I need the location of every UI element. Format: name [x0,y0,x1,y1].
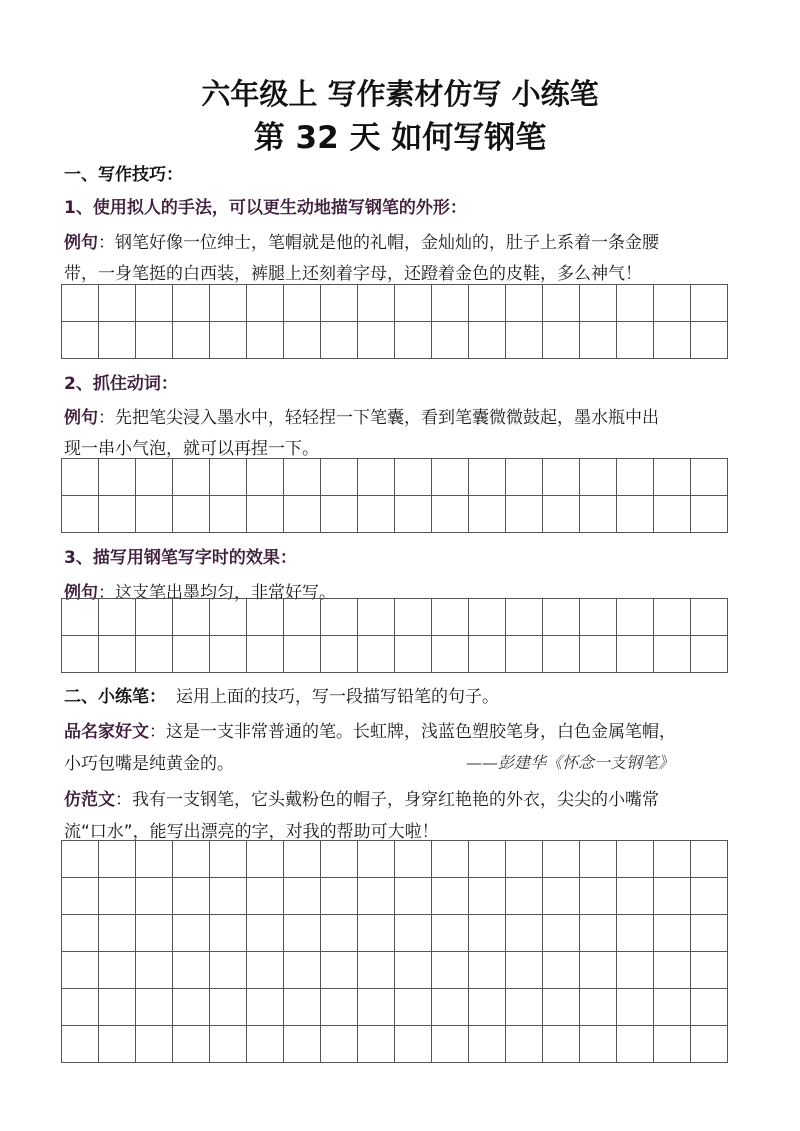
grid-cell[interactable] [432,878,469,915]
model-line2: 流“口水”，能写出漂亮的字，对我的帮助可大啦！ [64,822,439,842]
grid-cell[interactable] [395,952,432,989]
grid-cell[interactable] [654,496,691,533]
grid-cell[interactable] [543,496,580,533]
grid-cell[interactable] [506,459,543,496]
grid-cell[interactable] [691,285,728,322]
grid-cell[interactable] [136,952,173,989]
grid-cell[interactable] [321,878,358,915]
grid-cell[interactable] [136,1026,173,1063]
grid-cell[interactable] [321,636,358,673]
grid-cell[interactable] [506,878,543,915]
grid-cell[interactable] [210,285,247,322]
grid-cell[interactable] [247,285,284,322]
grid-cell[interactable] [469,878,506,915]
tip2-heading: 2、抓住动词： [64,374,178,394]
grid-cell[interactable] [62,459,99,496]
grid-cell[interactable] [99,878,136,915]
famous-label: 品名家好文 [64,722,149,742]
grid-cell[interactable] [543,1026,580,1063]
grid-cell[interactable] [99,915,136,952]
grid-cell[interactable] [469,322,506,359]
grid-cell[interactable] [506,496,543,533]
grid-cell[interactable] [284,915,321,952]
tip2-example-label: 例句 [64,408,98,428]
grid-cell[interactable] [284,322,321,359]
grid-cell[interactable] [580,878,617,915]
grid-cell[interactable] [321,1026,358,1063]
grid-cell[interactable] [432,496,469,533]
grid-cell[interactable] [543,952,580,989]
grid-cell[interactable] [247,322,284,359]
grid-cell[interactable] [691,841,728,878]
grid-cell[interactable] [173,496,210,533]
grid-cell[interactable] [617,285,654,322]
grid-cell[interactable] [284,952,321,989]
grid-cell[interactable] [321,952,358,989]
grid-cell[interactable] [654,636,691,673]
grid-cell[interactable] [469,841,506,878]
grid-cell[interactable] [284,841,321,878]
grid-cell[interactable] [62,989,99,1026]
grid-cell[interactable] [691,636,728,673]
grid-cell[interactable] [506,841,543,878]
grid-cell[interactable] [358,952,395,989]
grid-cell[interactable] [617,496,654,533]
grid-cell[interactable] [358,459,395,496]
grid-cell[interactable] [580,989,617,1026]
tip3-heading: 3、描写用钢笔写字时的效果： [64,548,297,568]
famous-source: ——彭建华《怀念一支钢笔》 [466,753,675,772]
grid-cell[interactable] [136,459,173,496]
grid-cell[interactable] [247,636,284,673]
grid-cell[interactable] [173,915,210,952]
grid-cell[interactable] [62,636,99,673]
grid-cell[interactable] [210,636,247,673]
grid-cell[interactable] [506,636,543,673]
writing-grid-2[interactable] [61,458,728,533]
grid-cell[interactable] [691,915,728,952]
section2-heading: 二、小练笔： [64,687,166,707]
grid-cell[interactable] [580,322,617,359]
tip2-example-line1 [64,403,659,428]
grid-cell[interactable] [99,989,136,1026]
grid-cell[interactable] [210,599,247,636]
model-text1: ：我有一支钢笔，它头戴粉色的帽子，身穿红艳艳的外衣，尖尖的小嘴常 [115,790,659,810]
grid-cell[interactable] [691,459,728,496]
grid-cell[interactable] [210,459,247,496]
grid-cell[interactable] [543,459,580,496]
grid-cell[interactable] [99,599,136,636]
grid-cell[interactable] [321,322,358,359]
grid-cell[interactable] [432,322,469,359]
grid-cell[interactable] [395,1026,432,1063]
grid-cell[interactable] [543,322,580,359]
grid-cell[interactable] [617,952,654,989]
grid-cell[interactable] [62,322,99,359]
grid-cell[interactable] [99,952,136,989]
grid-cell[interactable] [543,285,580,322]
grid-cell[interactable] [432,599,469,636]
tip1-example-label: 例句 [64,233,98,253]
grid-cell[interactable] [210,989,247,1026]
model-line1 [64,785,659,810]
tip2-example-text1: ：先把笔尖浸入墨水中，轻轻捏一下笔囊，看到笔囊微微鼓起，墨水瓶中出 [98,408,659,428]
grid-cell[interactable] [617,915,654,952]
tip1-example-text1: ：钢笔好像一位绅士，笔帽就是他的礼帽，金灿灿的，肚子上系着一条金腰 [98,233,659,253]
grid-cell[interactable] [358,496,395,533]
grid-cell[interactable] [469,1026,506,1063]
grid-cell[interactable] [210,322,247,359]
grid-cell[interactable] [321,285,358,322]
grid-cell[interactable] [654,599,691,636]
grid-cell[interactable] [506,989,543,1026]
grid-cell[interactable] [395,841,432,878]
grid-cell[interactable] [173,989,210,1026]
grid-cell[interactable] [136,841,173,878]
grid-cell[interactable] [358,599,395,636]
grid-cell[interactable] [395,285,432,322]
grid-cell[interactable] [62,878,99,915]
grid-cell[interactable] [654,1026,691,1063]
grid-cell[interactable] [210,952,247,989]
grid-cell[interactable] [654,459,691,496]
grid-cell[interactable] [62,952,99,989]
grid-cell[interactable] [617,841,654,878]
grid-cell[interactable] [395,636,432,673]
tip1-example-line1 [64,228,659,253]
grid-cell[interactable] [173,636,210,673]
grid-cell[interactable] [506,599,543,636]
writing-grid-1[interactable] [61,284,728,359]
grid-cell[interactable] [358,285,395,322]
grid-cell[interactable] [580,915,617,952]
grid-cell[interactable] [432,915,469,952]
grid-cell[interactable] [284,878,321,915]
grid-cell[interactable] [432,285,469,322]
grid-cell[interactable] [691,1026,728,1063]
grid-cell[interactable] [62,915,99,952]
grid-cell[interactable] [210,496,247,533]
grid-cell[interactable] [247,459,284,496]
grid-cell[interactable] [358,989,395,1026]
grid-cell[interactable] [580,636,617,673]
tip3-example-text1: ：这支笔出墨均匀，非常好写。 [98,583,336,603]
grid-cell[interactable] [432,841,469,878]
grid-cell[interactable] [99,285,136,322]
grid-cell[interactable] [395,459,432,496]
grid-cell[interactable] [358,322,395,359]
grid-cell[interactable] [62,841,99,878]
grid-cell[interactable] [62,599,99,636]
grid-cell[interactable] [321,989,358,1026]
grid-cell[interactable] [358,915,395,952]
grid-cell[interactable] [543,841,580,878]
grid-cell[interactable] [321,915,358,952]
grid-cell[interactable] [395,989,432,1026]
model-label: 仿范文 [64,790,115,810]
grid-cell[interactable] [173,841,210,878]
grid-cell[interactable] [247,915,284,952]
grid-cell[interactable] [247,878,284,915]
grid-cell[interactable] [469,636,506,673]
grid-cell[interactable] [173,952,210,989]
grid-cell[interactable] [469,915,506,952]
grid-cell[interactable] [580,496,617,533]
grid-cell[interactable] [580,599,617,636]
grid-cell[interactable] [432,1026,469,1063]
grid-cell[interactable] [691,322,728,359]
grid-cell[interactable] [506,285,543,322]
grid-cell[interactable] [543,636,580,673]
grid-cell[interactable] [654,322,691,359]
grid-cell[interactable] [247,1026,284,1063]
grid-cell[interactable] [136,496,173,533]
grid-cell[interactable] [432,952,469,989]
grid-cell[interactable] [99,496,136,533]
grid-cell[interactable] [469,989,506,1026]
grid-cell[interactable] [136,915,173,952]
grid-cell[interactable] [173,322,210,359]
grid-cell[interactable] [173,599,210,636]
grid-cell[interactable] [654,878,691,915]
grid-cell[interactable] [136,322,173,359]
grid-cell[interactable] [691,878,728,915]
grid-cell[interactable] [99,1026,136,1063]
tip1-heading: 1、使用拟人的手法，可以更生动地描写钢笔的外形： [64,198,467,218]
grid-cell[interactable] [469,496,506,533]
grid-cell[interactable] [62,496,99,533]
grid-cell[interactable] [654,285,691,322]
tip1-example-line2: 带，一身笔挺的白西装，裤腿上还刻着字母，还蹬着金色的皮鞋，多么神气！ [64,264,642,284]
grid-cell[interactable] [321,599,358,636]
grid-cell[interactable] [284,1026,321,1063]
section1-heading: 一、写作技巧： [64,165,183,185]
grid-cell[interactable] [506,952,543,989]
grid-cell[interactable] [395,878,432,915]
grid-cell[interactable] [691,989,728,1026]
grid-cell[interactable] [432,989,469,1026]
grid-cell[interactable] [247,496,284,533]
grid-cell[interactable] [284,989,321,1026]
page-title: 六年级上 写作素材仿写 小练笔 [201,77,599,111]
grid-cell[interactable] [580,285,617,322]
grid-cell[interactable] [358,1026,395,1063]
grid-cell[interactable] [321,841,358,878]
famous-line1 [64,717,676,742]
writing-grid-4[interactable] [61,840,728,1063]
grid-cell[interactable] [580,459,617,496]
grid-cell[interactable] [284,285,321,322]
grid-cell[interactable] [617,459,654,496]
grid-cell[interactable] [617,599,654,636]
grid-cell[interactable] [62,1026,99,1063]
grid-cell[interactable] [654,952,691,989]
grid-cell[interactable] [284,636,321,673]
grid-cell[interactable] [617,322,654,359]
page-subtitle: 第 32 天 如何写钢笔 [253,120,547,156]
grid-cell[interactable] [62,285,99,322]
grid-cell[interactable] [617,878,654,915]
grid-cell[interactable] [654,915,691,952]
grid-cell[interactable] [99,459,136,496]
grid-cell[interactable] [691,952,728,989]
grid-cell[interactable] [469,285,506,322]
tip2-example-line2: 现一串小气泡，就可以再捏一下。 [64,439,319,459]
grid-cell[interactable] [506,1026,543,1063]
grid-cell[interactable] [691,599,728,636]
grid-cell[interactable] [617,989,654,1026]
grid-cell[interactable] [284,496,321,533]
section2-instruction: 运用上面的技巧，写一段描写铅笔的句子。 [176,687,499,707]
section2-heading-line [64,682,499,707]
grid-cell[interactable] [99,322,136,359]
grid-cell[interactable] [99,636,136,673]
grid-cell[interactable] [395,915,432,952]
grid-cell[interactable] [617,1026,654,1063]
grid-cell[interactable] [173,878,210,915]
grid-cell[interactable] [580,841,617,878]
grid-cell[interactable] [654,989,691,1026]
grid-cell[interactable] [580,952,617,989]
grid-cell[interactable] [506,915,543,952]
grid-cell[interactable] [691,496,728,533]
grid-cell[interactable] [617,636,654,673]
grid-cell[interactable] [469,952,506,989]
grid-cell[interactable] [210,1026,247,1063]
grid-cell[interactable] [654,841,691,878]
grid-cell[interactable] [580,1026,617,1063]
grid-cell[interactable] [543,878,580,915]
grid-cell[interactable] [543,915,580,952]
grid-cell[interactable] [284,599,321,636]
tip3-example-label: 例句 [64,583,98,603]
grid-cell[interactable] [358,636,395,673]
writing-grid-3[interactable] [61,598,728,673]
grid-cell[interactable] [173,285,210,322]
grid-cell[interactable] [136,878,173,915]
grid-cell[interactable] [284,459,321,496]
grid-cell[interactable] [210,841,247,878]
grid-cell[interactable] [543,989,580,1026]
grid-cell[interactable] [210,915,247,952]
grid-cell[interactable] [395,599,432,636]
grid-cell[interactable] [543,599,580,636]
grid-cell[interactable] [321,459,358,496]
grid-cell[interactable] [247,952,284,989]
grid-cell[interactable] [469,599,506,636]
grid-cell[interactable] [173,1026,210,1063]
grid-cell[interactable] [321,496,358,533]
grid-cell[interactable] [99,841,136,878]
grid-cell[interactable] [395,322,432,359]
grid-cell[interactable] [358,841,395,878]
grid-cell[interactable] [136,636,173,673]
grid-cell[interactable] [395,496,432,533]
grid-cell[interactable] [136,599,173,636]
grid-cell[interactable] [506,322,543,359]
grid-cell[interactable] [136,989,173,1026]
grid-cell[interactable] [173,459,210,496]
grid-cell[interactable] [469,459,506,496]
famous-text1: ：这是一支非常普通的笔。长虹牌，浅蓝色塑胶笔身，白色金属笔帽， [149,722,676,742]
grid-cell[interactable] [210,878,247,915]
grid-cell[interactable] [358,878,395,915]
grid-cell[interactable] [136,285,173,322]
grid-cell[interactable] [247,599,284,636]
grid-cell[interactable] [247,989,284,1026]
grid-cell[interactable] [432,459,469,496]
grid-cell[interactable] [432,636,469,673]
grid-cell[interactable] [247,841,284,878]
famous-line2: 小巧包嘴是纯黄金的。 [64,754,234,774]
